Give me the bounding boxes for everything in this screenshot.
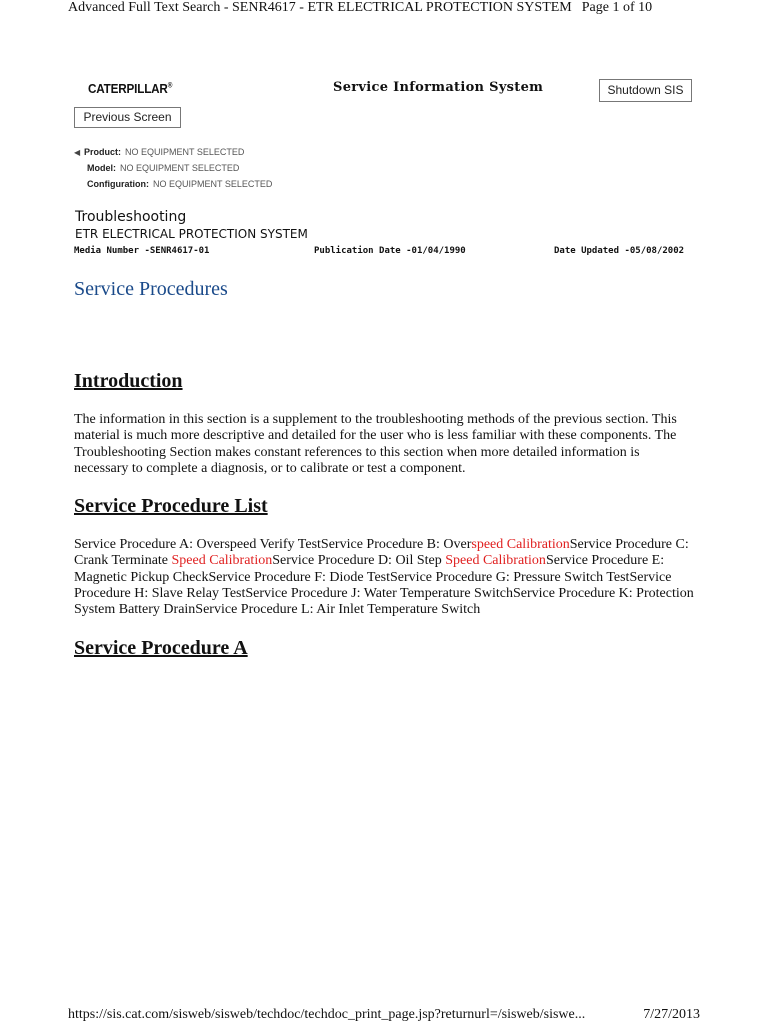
logo-text: CATERPILLAR — [88, 81, 168, 96]
procedure-list-part: Service Procedure A: Overspeed Verify TestService Procedure B: Over — [74, 537, 472, 552]
document-system: ETR ELECTRICAL PROTECTION SYSTEM — [75, 227, 308, 241]
page-info: Page 1 of 10 — [581, 0, 653, 15]
procedure-list-text — [74, 537, 694, 618]
procedure-list-heading: Service Procedure List — [74, 495, 268, 517]
speed-calibration-link[interactable]: speed Calibration — [471, 537, 570, 552]
footer-date: 7/27/2013 — [643, 1007, 700, 1022]
back-arrow-icon[interactable]: ◀ — [74, 148, 81, 157]
footer-url: https://sis.cat.com/sisweb/sisweb/techdoc/techdoc_print_page.jsp?returnurl=/sisweb/siswe... — [68, 1007, 586, 1022]
product-row[interactable] — [74, 147, 244, 157]
logo-registered-mark: ® — [167, 82, 173, 90]
procedure-a-heading: Service Procedure A — [74, 637, 248, 659]
procedure-list-part: Service Procedure C: Crank Terminate — [74, 537, 689, 569]
speed-calibration-link[interactable]: Speed Calibration — [445, 553, 546, 569]
caterpillar-logo — [88, 81, 172, 96]
speed-calibration-link[interactable]: Speed Calibration — [171, 553, 273, 569]
model-row — [74, 163, 239, 173]
media-number: Media Number -SENR4617-01 — [74, 246, 210, 256]
configuration-value: NO EQUIPMENT SELECTED — [153, 179, 273, 189]
procedure-list-part: Service Procedure D: Oil Step — [272, 553, 446, 569]
date-updated: Date Updated -05/08/2002 — [554, 246, 685, 256]
introduction-text: The information in this section is a supplement to the troubleshooting methods of the previous section. This material is much more descriptive and detailed for the user who is less familiar with these components. The Troubleshooting Section makes constant references to this section when more detailed information is necessary to complete a diagnosis, or to calibrate or test a component. — [74, 412, 677, 476]
model-value: NO EQUIPMENT SELECTED — [120, 163, 240, 173]
document-category: Troubleshooting — [75, 209, 187, 225]
model-label: Model: — [87, 163, 116, 173]
product-label: Product: — [84, 147, 121, 157]
print-footer — [68, 1007, 700, 1023]
procedure-list-part: Service Procedure E: Magnetic Pickup CheckService Procedure F: Diode TestService Procedure G: Pressure Switch TestService Procedure H: Slave Relay TestService Procedure J: Water Temperature SwitchService Procedure K: Protection System Battery DrainService Procedure L: Air Inlet Temperature Switch — [74, 553, 694, 618]
sis-title: Service Information System — [333, 80, 544, 95]
publication-date: Publication Date -01/04/1990 — [314, 246, 466, 256]
configuration-label: Configuration: — [87, 179, 149, 189]
previous-screen-button[interactable]: Previous Screen — [74, 107, 181, 128]
shutdown-sis-button[interactable]: Shutdown SIS — [599, 79, 692, 102]
print-header — [68, 0, 652, 16]
product-value: NO EQUIPMENT SELECTED — [125, 147, 245, 157]
print-header-title: Advanced Full Text Search - SENR4617 - ETR ELECTRICAL PROTECTION SYSTEM — [68, 0, 572, 15]
page-title: Service Procedures — [74, 278, 228, 300]
configuration-row — [74, 179, 272, 189]
introduction-heading: Introduction — [74, 370, 183, 392]
